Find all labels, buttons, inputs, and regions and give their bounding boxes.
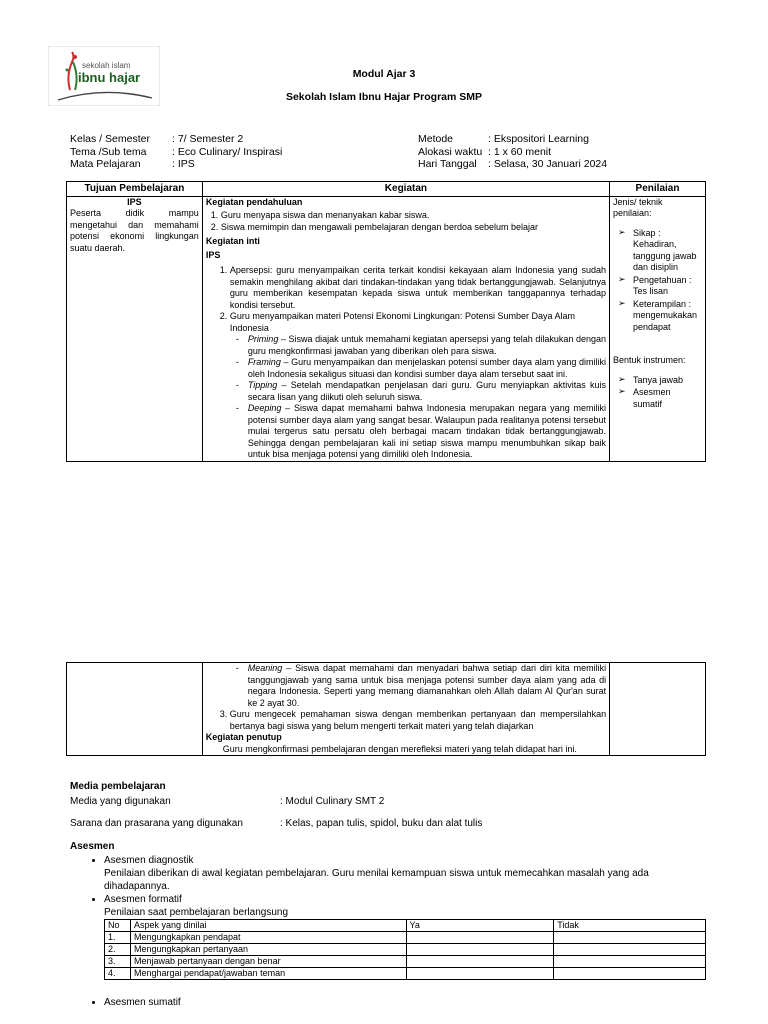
inti-list-continued <box>206 709 606 732</box>
step-text: – Siswa dapat memahami dan menyadari bahwa setiap dari diri kita memiliki tanggungjawab yang sama untuk bisa menjaga potensi sumber daya alam yang ada di negara Indonesia. Seperti yang memang diamanahkan oleh Allah dalam Al Qur'an surat ke 2 ayat 30. <box>247 663 607 708</box>
meta-row <box>418 158 607 171</box>
row-ya <box>406 944 554 956</box>
meta-row <box>418 133 607 146</box>
list-item: 3. Guru mengecek pemahaman siswa dengan memberikan pertanyaan dan mempersilahkan bertanya bagi siswa yang belum mengerti terkait materi yang telah diajarkan <box>230 709 606 732</box>
step-text: – Siswa diajak untuk memahami kegiatan apersepsi yang telah dilakukan dengan guru mengkonfirmasi jawaban yang diberikan oleh para siswa. <box>247 334 606 356</box>
list-item <box>248 357 606 380</box>
meta-value: : IPS <box>172 158 195 170</box>
inti-2-text: Guru menyampaikan materi Potensi Ekonomi Lingkungan: Potensi Sumber Daya Alam Indonesia <box>229 311 575 333</box>
header-penilaian: Penilaian <box>610 182 706 197</box>
meta-row <box>70 146 282 159</box>
formatif-table <box>104 919 706 980</box>
lower-section <box>70 780 710 1009</box>
list-item: 2. Siswa memimpin dan mengawali pembelajaran dengan berdoa sebelum belajar <box>221 222 606 234</box>
lesson-table <box>66 181 706 462</box>
penilaian-cell <box>610 663 706 756</box>
inti-list <box>206 265 606 461</box>
meta-label: Metode <box>418 133 454 145</box>
row-ya <box>406 932 554 944</box>
penilaian-cell <box>610 196 706 461</box>
meta-row <box>418 146 607 159</box>
row-tidak <box>554 932 706 944</box>
formatif-text: Penilaian saat pembelajaran berlangsung <box>104 907 289 918</box>
step-term: Priming <box>247 334 279 344</box>
header-no: No <box>105 920 131 932</box>
step-text: – Guru menyampaikan dan menjelaskan potensi sumber daya alam yang dimiliki oleh Indonesia sekaligus situasi dan kondisi sumber daya alam tersebut saat ini. <box>247 357 606 379</box>
meta-label: Kelas / Semester <box>70 133 150 145</box>
list-item <box>248 380 606 403</box>
meta-row <box>70 158 282 171</box>
table-row <box>105 944 706 956</box>
list-item: ➢ Asesmen sumatif <box>633 387 702 410</box>
asesmen-list <box>70 854 710 867</box>
jenis-list <box>613 228 702 334</box>
step-term: Meaning <box>247 663 283 673</box>
instrumen-title: Bentuk instrumen: <box>613 355 686 365</box>
logo-line2: ibnu hajar <box>78 70 141 85</box>
list-item: ➢ Sikap : Kehadiran, tanggung jawab dan disiplin <box>633 228 702 274</box>
row-aspek: Mengungkapkan pertanyaan <box>130 944 406 956</box>
document-title: Modul Ajar 3 <box>352 68 416 80</box>
media-row <box>70 795 710 808</box>
meta-left <box>70 133 282 171</box>
list-item: 1. Guru menyapa siswa dan menanyakan kabar siswa. <box>221 210 606 222</box>
diagnostik-text: Penilaian diberikan di awal kegiatan pembelajaran. Guru menilai kemampuan siswa untuk memecahkan masalah yang ada dihadapannya. <box>104 868 649 892</box>
step-text: – Setelah mendapatkan penjelasan dari guru. Guru menyiapkan aktivitas kuis secara lisan yang diikuti oleh seluruh siswa. <box>247 380 606 402</box>
penutup-text: Guru mengkonfirmasi pembelajaran dengan merefleksi materi yang telah didapat hari ini. <box>222 743 577 754</box>
meta-value: : 1 x 60 menit <box>488 145 552 158</box>
row-no: 3. <box>105 956 131 968</box>
school-logo <box>48 46 160 106</box>
meta-right <box>418 133 607 171</box>
row-tidak <box>554 956 706 968</box>
kegiatan-cell <box>202 196 609 461</box>
list-item: • Asesmen sumatif <box>104 996 710 1009</box>
table-row <box>105 968 706 980</box>
list-item <box>248 663 606 709</box>
header-tujuan: Tujuan Pembelajaran <box>67 182 203 197</box>
inti-title: Kegiatan inti <box>205 236 260 246</box>
meta-value: : Eco Culinary/ Inspirasi <box>172 145 283 158</box>
jenis-title: Jenis/ teknik penilaian: <box>613 196 663 218</box>
header-tidak: Tidak <box>554 920 706 932</box>
list-item: ➢ Pengetahuan : Tes lisan <box>633 275 702 298</box>
instrumen-list <box>613 375 702 411</box>
header-kegiatan: Kegiatan <box>202 182 609 197</box>
row-ya <box>406 968 554 980</box>
list-item <box>230 311 606 461</box>
list-item <box>248 403 606 461</box>
row-ya <box>406 956 554 968</box>
inti-subject: IPS <box>205 249 221 260</box>
meta-label: Tema /Sub tema <box>70 145 147 158</box>
list-item: • Asesmen diagnostik <box>104 854 710 867</box>
row-aspek: Mengungkapkan pendapat <box>130 932 406 944</box>
penutup-title: Kegiatan penutup <box>205 732 282 742</box>
table-header-row <box>105 920 706 932</box>
steps-list <box>230 334 606 461</box>
media-row <box>70 817 710 830</box>
kegiatan-cell <box>202 663 609 756</box>
meta-row <box>70 133 282 146</box>
pendahuluan-list <box>206 210 606 233</box>
pendahuluan-title: Kegiatan pendahuluan <box>205 196 303 207</box>
tujuan-subject: IPS <box>127 196 142 207</box>
media-title: Media pembelajaran <box>70 781 166 792</box>
tujuan-text: Peserta didik mampu mengetahui dan memahami potensi ekonomi lingkungan suatu daerah. <box>70 208 199 253</box>
list-item: ➢ Tanya jawab <box>633 375 702 387</box>
list-item <box>248 334 606 357</box>
media-value: : Kelas, papan tulis, spidol, buku dan alat tulis <box>280 818 483 829</box>
row-no: 4. <box>105 968 131 980</box>
step-term: Deeping <box>247 403 282 413</box>
row-aspek: Menjawab pertanyaan dengan benar <box>130 956 406 968</box>
header-aspek: Aspek yang dinilai <box>130 920 406 932</box>
meta-value: : Selasa, 30 Januari 2024 <box>488 158 608 170</box>
table-header-row <box>67 182 706 197</box>
document-subtitle: Sekolah Islam Ibnu Hajar Program SMP <box>285 91 483 103</box>
media-label: Media yang digunakan <box>70 796 171 807</box>
row-tidak <box>554 968 706 980</box>
meta-label: Mata Pelajaran <box>70 158 141 170</box>
step-term: Tipping <box>247 380 278 390</box>
logo-line1: sekolah islam <box>82 61 131 70</box>
meaning-list <box>206 663 606 709</box>
table-row <box>67 663 706 756</box>
asesmen-list <box>70 996 710 1009</box>
meta-value: : 7/ Semester 2 <box>172 133 244 145</box>
meta-value: : Ekspositori Learning <box>488 133 589 145</box>
list-item: ➢ Keterampilan : mengemukakan pendapat <box>633 299 702 334</box>
table-row <box>105 956 706 968</box>
media-label: Sarana dan prasarana yang digunakan <box>70 818 243 829</box>
media-value: : Modul Culinary SMT 2 <box>280 796 385 807</box>
tujuan-cell <box>67 196 203 461</box>
list-item: 1. Apersepsi: guru menyampaikan cerita terkait kondisi kekayaan alam Indonesia yang sudah semakin menghilang akibat dari tindakan-tindakan yang tidak bertanggungjawab. Selanjutnya guru memberikan kesempatan kepada siswa untuk memberikan tanggapannya terhadap kondisi tersebut. <box>230 265 606 311</box>
step-text: – Siswa dapat memahami bahwa Indonesia merupakan negara yang memiliki potensi sumber daya alam yang sangat besar. Walaupun pada realitanya potensi tersebut mulai tergerus satu persatu oleh berbagai macam tindakan tidak bertanggungjawab. Sehingga dengan pembelajaran kali ini setiap siswa mampu menumbuhkan sikap baik untuk bisa menjaga potensi yang dimiliki oleh Indonesia. <box>247 403 606 459</box>
table-row <box>67 196 706 461</box>
list-item: • Asesmen formatif <box>104 893 710 906</box>
row-aspek: Menghargai pendapat/jawaban teman <box>130 968 406 980</box>
asesmen-list <box>70 893 710 906</box>
row-no: 1. <box>105 932 131 944</box>
asesmen-title: Asesmen <box>70 841 115 852</box>
row-tidak <box>554 944 706 956</box>
meta-label: Alokasi waktu <box>418 145 483 158</box>
meta-label: Hari Tanggal <box>418 158 477 170</box>
tujuan-cell <box>67 663 203 756</box>
lesson-table-continued <box>66 662 706 756</box>
table-row <box>105 932 706 944</box>
step-term: Framing <box>247 357 281 367</box>
row-no: 2. <box>105 944 131 956</box>
header-ya: Ya <box>406 920 554 932</box>
